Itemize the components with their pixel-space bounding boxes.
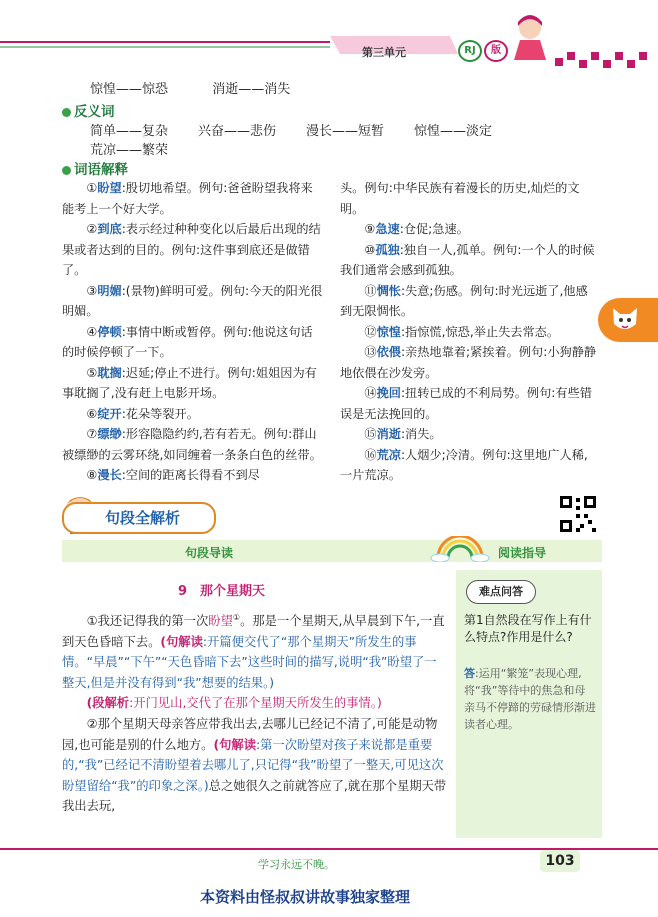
edition-badge: 版 (484, 40, 508, 62)
glossary-item: ⑩孤独:独自一人,孤单。例句:一个人的时候我们通常会感到孤独。 (340, 242, 595, 277)
glossary-item: ⑧漫长:空间的距离长得看不到尽 (86, 468, 260, 482)
glossary-item: ⑤耽搁:迟延;停止不进行。例句:姐姐因为有事耽搁了,没有赶上电影开场。 (62, 365, 317, 400)
synonym-pair: 惊惶——惊恐 (90, 82, 169, 97)
mascot-girl-icon (508, 12, 552, 62)
unit-label: 第三单元 (362, 46, 406, 59)
antonym-pair: 兴奋——悲伤 (198, 124, 277, 139)
antonym-pair: 荒凉——繁荣 (90, 143, 169, 158)
page-number: 103 (540, 850, 580, 872)
paragraph: ②那个星期天母亲答应带我出去,去哪儿已经记不清了,可能是动物园,也可能是别的什么地方。(句解读:第一次盼望对孩子来说都是重要的,“我”已经记不清盼望着去哪儿了,只记得“我”盼望了一整天,可见这次盼望留给“我”的印象之深。)总之她很久之前就答应了,就在那个星期天带我出去玩, (62, 717, 447, 814)
glossary-right-column (340, 178, 598, 486)
glossary-left-column (62, 178, 324, 486)
paragraph-analysis: (段解析:开门见山,交代了在那个星期天所发生的事情。) (86, 696, 382, 711)
rj-badge: RJ (458, 40, 482, 62)
source-note: 本资料由怪叔叔讲故事独家整理 (200, 888, 411, 906)
band-label-right: 阅读指导 (498, 546, 547, 560)
band-label-left: 句段导读 (185, 546, 234, 560)
paragraph: ①我还记得我的第一次盼望①。那是一个星期天,从早晨到下午,一直到天色昏暗下去。(句解读:开篇便交代了“那个星期天”所发生的事情。“早晨”“下午”“天色昏暗下去”这些时间的描写,说明“我”盼望了一整天,但是并没有得到“我”想要的结果。) (62, 613, 445, 690)
footer-motto: 学习永远不晚。 (258, 858, 335, 871)
synonym-pair: 消逝——消失 (212, 82, 291, 97)
glossary-continuation: 头。例句:中华民族有着漫长的历史,灿烂的文明。 (340, 181, 580, 216)
checker-pattern (555, 48, 655, 72)
glossary-item: ②到底:表示经过种种变化以后最后出现的结果或者达到的目的。例句:这件事到底还是做错了。 (62, 222, 321, 277)
antonym-pair: 简单——复杂 (90, 124, 169, 139)
glossary-heading: 词语解释 (62, 158, 128, 178)
glossary-item: ⑦缥缈:形容隐隐约约,若有若无。例句:群山被缥缈的云雾环绕,如同缠着一条条白色的丝带。 (62, 427, 322, 462)
antonym-pair: 漫长——短暂 (306, 124, 385, 139)
qa-question: 第1自然段在写作上有什么特点?作用是什么? (464, 613, 592, 644)
qr-code-icon (558, 494, 598, 534)
glossary-item: ⑫惊惶:指惊慌,惊恐,举止失去常态。 (364, 324, 560, 339)
bullet-icon (62, 108, 71, 117)
rainbow-cloud-icon (430, 536, 490, 562)
glossary-item: ⑭挽回:扭转已成的不利局势。例句:有些错误是无法挽回的。 (340, 386, 592, 421)
article-title: 9 那个星期天 (178, 584, 266, 599)
glossary-item: ①盼望:殷切地希望。例句:爸爸盼望我将来能考上一个好大学。 (62, 181, 313, 216)
antonym-line (90, 120, 492, 139)
qa-tag: 难点问答 (466, 580, 536, 604)
glossary-item: ⑮消逝:消失。 (364, 427, 442, 441)
antonyms-heading: 反义词 (62, 100, 115, 120)
fox-face-icon (610, 304, 640, 334)
glossary-item: ③明媚:(景物)鲜明可爱。例句:今天的阳光很明媚。 (62, 283, 323, 318)
qa-answer: 答:运用“繁笼”表现心理,将“我”等待中的焦急和母亲马不停蹄的劳碌情形渐进读者心理。 (464, 667, 596, 731)
synonym-line (90, 78, 290, 97)
glossary-item: ④停顿:事情中断或暂停。例句:他说这句话的时候停顿了一下。 (62, 324, 313, 359)
article-body (62, 608, 448, 817)
glossary-item: ⑯荒凉:人烟少;冷清。例句:这里地广人稀,一片荒凉。 (340, 447, 588, 482)
glossary-item: ⑥绽开:花朵等裂开。 (86, 406, 199, 421)
glossary-item: ⑪惆怅:失意;伤感。例句:时光远逝了,他感到无限惆怅。 (340, 283, 588, 318)
glossary-item: ⑨急速:仓促;急速。 (364, 222, 469, 236)
glossary-item: ⑬依偎:亲热地靠着;紧挨着。例句:小狗静静地依偎在沙发旁。 (340, 345, 597, 380)
analysis-section-title: 句段全解析 (105, 509, 181, 527)
bullet-icon (62, 166, 71, 175)
antonym-pair: 惊惶——淡定 (414, 124, 493, 139)
